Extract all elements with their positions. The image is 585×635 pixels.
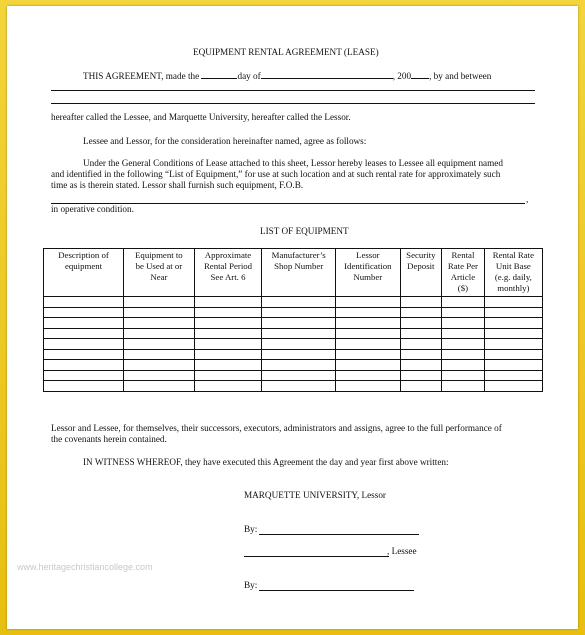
list-of-equipment-title: LIST OF EQUIPMENT <box>260 226 349 236</box>
table-cell[interactable] <box>262 297 336 308</box>
agreement-made-text: THIS AGREEMENT, made the <box>83 71 200 81</box>
day-of-text: day of <box>237 71 261 81</box>
table-cell[interactable] <box>484 297 542 308</box>
col-description: Description of equipment <box>44 249 124 297</box>
table-cell[interactable] <box>484 328 542 339</box>
table-cell[interactable] <box>400 297 442 308</box>
equipment-table <box>43 248 543 392</box>
table-cell[interactable] <box>262 318 336 329</box>
table-cell[interactable] <box>336 328 400 339</box>
witness-text: IN WITNESS WHEREOF, they have executed this Agreement the day and year first above written: <box>83 457 449 467</box>
lessee-signature-line[interactable] <box>259 590 414 591</box>
hereafter-text: hereafter called the Lessee, and Marquette University, hereafter called the Lessor. <box>51 112 351 122</box>
by-label-1: By: <box>244 524 258 534</box>
col-used-at: Equipment to be Used at or Near <box>124 249 195 297</box>
lessor-signature-line[interactable] <box>259 534 419 535</box>
table-cell[interactable] <box>336 318 400 329</box>
col-rental-rate: Rental Rate Per Article ($) <box>442 249 485 297</box>
table-cell[interactable] <box>124 381 195 392</box>
lessee-label: , Lessee <box>387 546 417 556</box>
table-row <box>44 339 543 350</box>
table-cell[interactable] <box>124 297 195 308</box>
table-cell[interactable] <box>262 328 336 339</box>
table-row <box>44 318 543 329</box>
table-cell[interactable] <box>44 360 124 371</box>
table-cell[interactable] <box>484 360 542 371</box>
month-blank[interactable] <box>261 69 393 79</box>
conditions-line-1: Under the General Conditions of Lease attached to this sheet, Lessor hereby leases to Lessee all equipment named <box>83 158 503 168</box>
table-cell[interactable] <box>124 328 195 339</box>
year-prefix-text: , 200 <box>392 71 412 81</box>
document-title: EQUIPMENT RENTAL AGREEMENT (LEASE) <box>193 47 379 57</box>
table-cell[interactable] <box>400 307 442 318</box>
lessee-name-line-2[interactable] <box>51 103 535 104</box>
table-cell[interactable] <box>194 349 262 360</box>
table-row <box>44 370 543 381</box>
table-cell[interactable] <box>336 349 400 360</box>
table-row <box>44 297 543 308</box>
conditions-line-3: time as is therein stated. Lessor shall furnish such equipment, F.O.B. <box>51 180 304 190</box>
lessor-name: MARQUETTE UNIVERSITY, Lessor <box>244 490 386 500</box>
day-blank[interactable] <box>201 69 237 79</box>
covenants-line-2: the covenants herein contained. <box>51 434 167 444</box>
table-cell[interactable] <box>44 328 124 339</box>
table-header-row <box>44 249 543 297</box>
table-cell[interactable] <box>44 339 124 350</box>
table-cell[interactable] <box>400 339 442 350</box>
table-cell[interactable] <box>484 318 542 329</box>
col-shop-number: Manufacturer’s Shop Number <box>262 249 336 297</box>
table-cell[interactable] <box>442 318 485 329</box>
table-cell[interactable] <box>336 307 400 318</box>
col-unit-base: Rental Rate Unit Base (e.g. daily, monthly) <box>484 249 542 297</box>
table-cell[interactable] <box>44 297 124 308</box>
lessee-name-signature-line[interactable] <box>244 556 389 557</box>
table-cell[interactable] <box>262 360 336 371</box>
table-cell[interactable] <box>262 349 336 360</box>
table-cell[interactable] <box>124 307 195 318</box>
table-cell[interactable] <box>44 318 124 329</box>
table-cell[interactable] <box>44 370 124 381</box>
table-cell[interactable] <box>400 349 442 360</box>
table-row <box>44 381 543 392</box>
lessee-name-line-1[interactable] <box>51 90 535 91</box>
table-cell[interactable] <box>194 328 262 339</box>
table-cell[interactable] <box>336 339 400 350</box>
table-cell[interactable] <box>484 307 542 318</box>
table-cell[interactable] <box>194 370 262 381</box>
table-cell[interactable] <box>484 381 542 392</box>
operative-condition-text: in operative condition. <box>51 204 134 214</box>
table-cell[interactable] <box>194 339 262 350</box>
table-cell[interactable] <box>484 370 542 381</box>
table-cell[interactable] <box>44 381 124 392</box>
table-cell[interactable] <box>442 381 485 392</box>
table-row <box>44 328 543 339</box>
table-cell[interactable] <box>262 339 336 350</box>
table-cell[interactable] <box>442 307 485 318</box>
table-cell[interactable] <box>124 349 195 360</box>
table-cell[interactable] <box>442 360 485 371</box>
covenants-line-1: Lessor and Lessee, for themselves, their successors, executors, administrators and assigns, agree to the full performance of <box>51 423 502 433</box>
table-cell[interactable] <box>44 349 124 360</box>
table-cell[interactable] <box>442 297 485 308</box>
table-row <box>44 307 543 318</box>
table-cell[interactable] <box>124 318 195 329</box>
table-cell[interactable] <box>336 370 400 381</box>
by-and-between-text: , by and between <box>429 71 492 81</box>
col-security-deposit: Security Deposit <box>400 249 442 297</box>
table-cell[interactable] <box>194 381 262 392</box>
consideration-text: Lessee and Lessor, for the consideration hereinafter named, agree as follows: <box>83 136 367 146</box>
table-cell[interactable] <box>336 360 400 371</box>
fob-comma: , <box>526 194 529 204</box>
table-cell[interactable] <box>336 381 400 392</box>
table-cell[interactable] <box>400 318 442 329</box>
table-cell[interactable] <box>262 307 336 318</box>
table-cell[interactable] <box>194 307 262 318</box>
table-cell[interactable] <box>400 370 442 381</box>
col-rental-period: Approximate Rental Period See Art. 6 <box>194 249 262 297</box>
table-cell[interactable] <box>194 360 262 371</box>
table-cell[interactable] <box>124 339 195 350</box>
table-cell[interactable] <box>442 339 485 350</box>
table-cell[interactable] <box>336 297 400 308</box>
table-cell[interactable] <box>124 360 195 371</box>
table-cell[interactable] <box>442 349 485 360</box>
table-cell[interactable] <box>194 318 262 329</box>
agreement-line <box>83 69 491 82</box>
table-cell[interactable] <box>442 370 485 381</box>
table-cell[interactable] <box>442 328 485 339</box>
table-cell[interactable] <box>484 349 542 360</box>
table-cell[interactable] <box>44 307 124 318</box>
table-row <box>44 360 543 371</box>
conditions-line-2: and identified in the following “List of Equipment,” for use at such location and at such rental rate for approximately such <box>51 169 501 179</box>
table-cell[interactable] <box>194 297 262 308</box>
by-label-2: By: <box>244 580 258 590</box>
table-cell[interactable] <box>400 360 442 371</box>
year-blank[interactable] <box>411 69 429 79</box>
table-cell[interactable] <box>484 339 542 350</box>
table-cell[interactable] <box>400 328 442 339</box>
watermark-text: www.heritagechristiancollege.com <box>17 562 153 572</box>
table-cell[interactable] <box>262 370 336 381</box>
col-lessor-id: Lessor Identification Number <box>336 249 400 297</box>
table-cell[interactable] <box>262 381 336 392</box>
table-row <box>44 349 543 360</box>
table-cell[interactable] <box>400 381 442 392</box>
table-cell[interactable] <box>124 370 195 381</box>
document-page <box>7 6 578 629</box>
